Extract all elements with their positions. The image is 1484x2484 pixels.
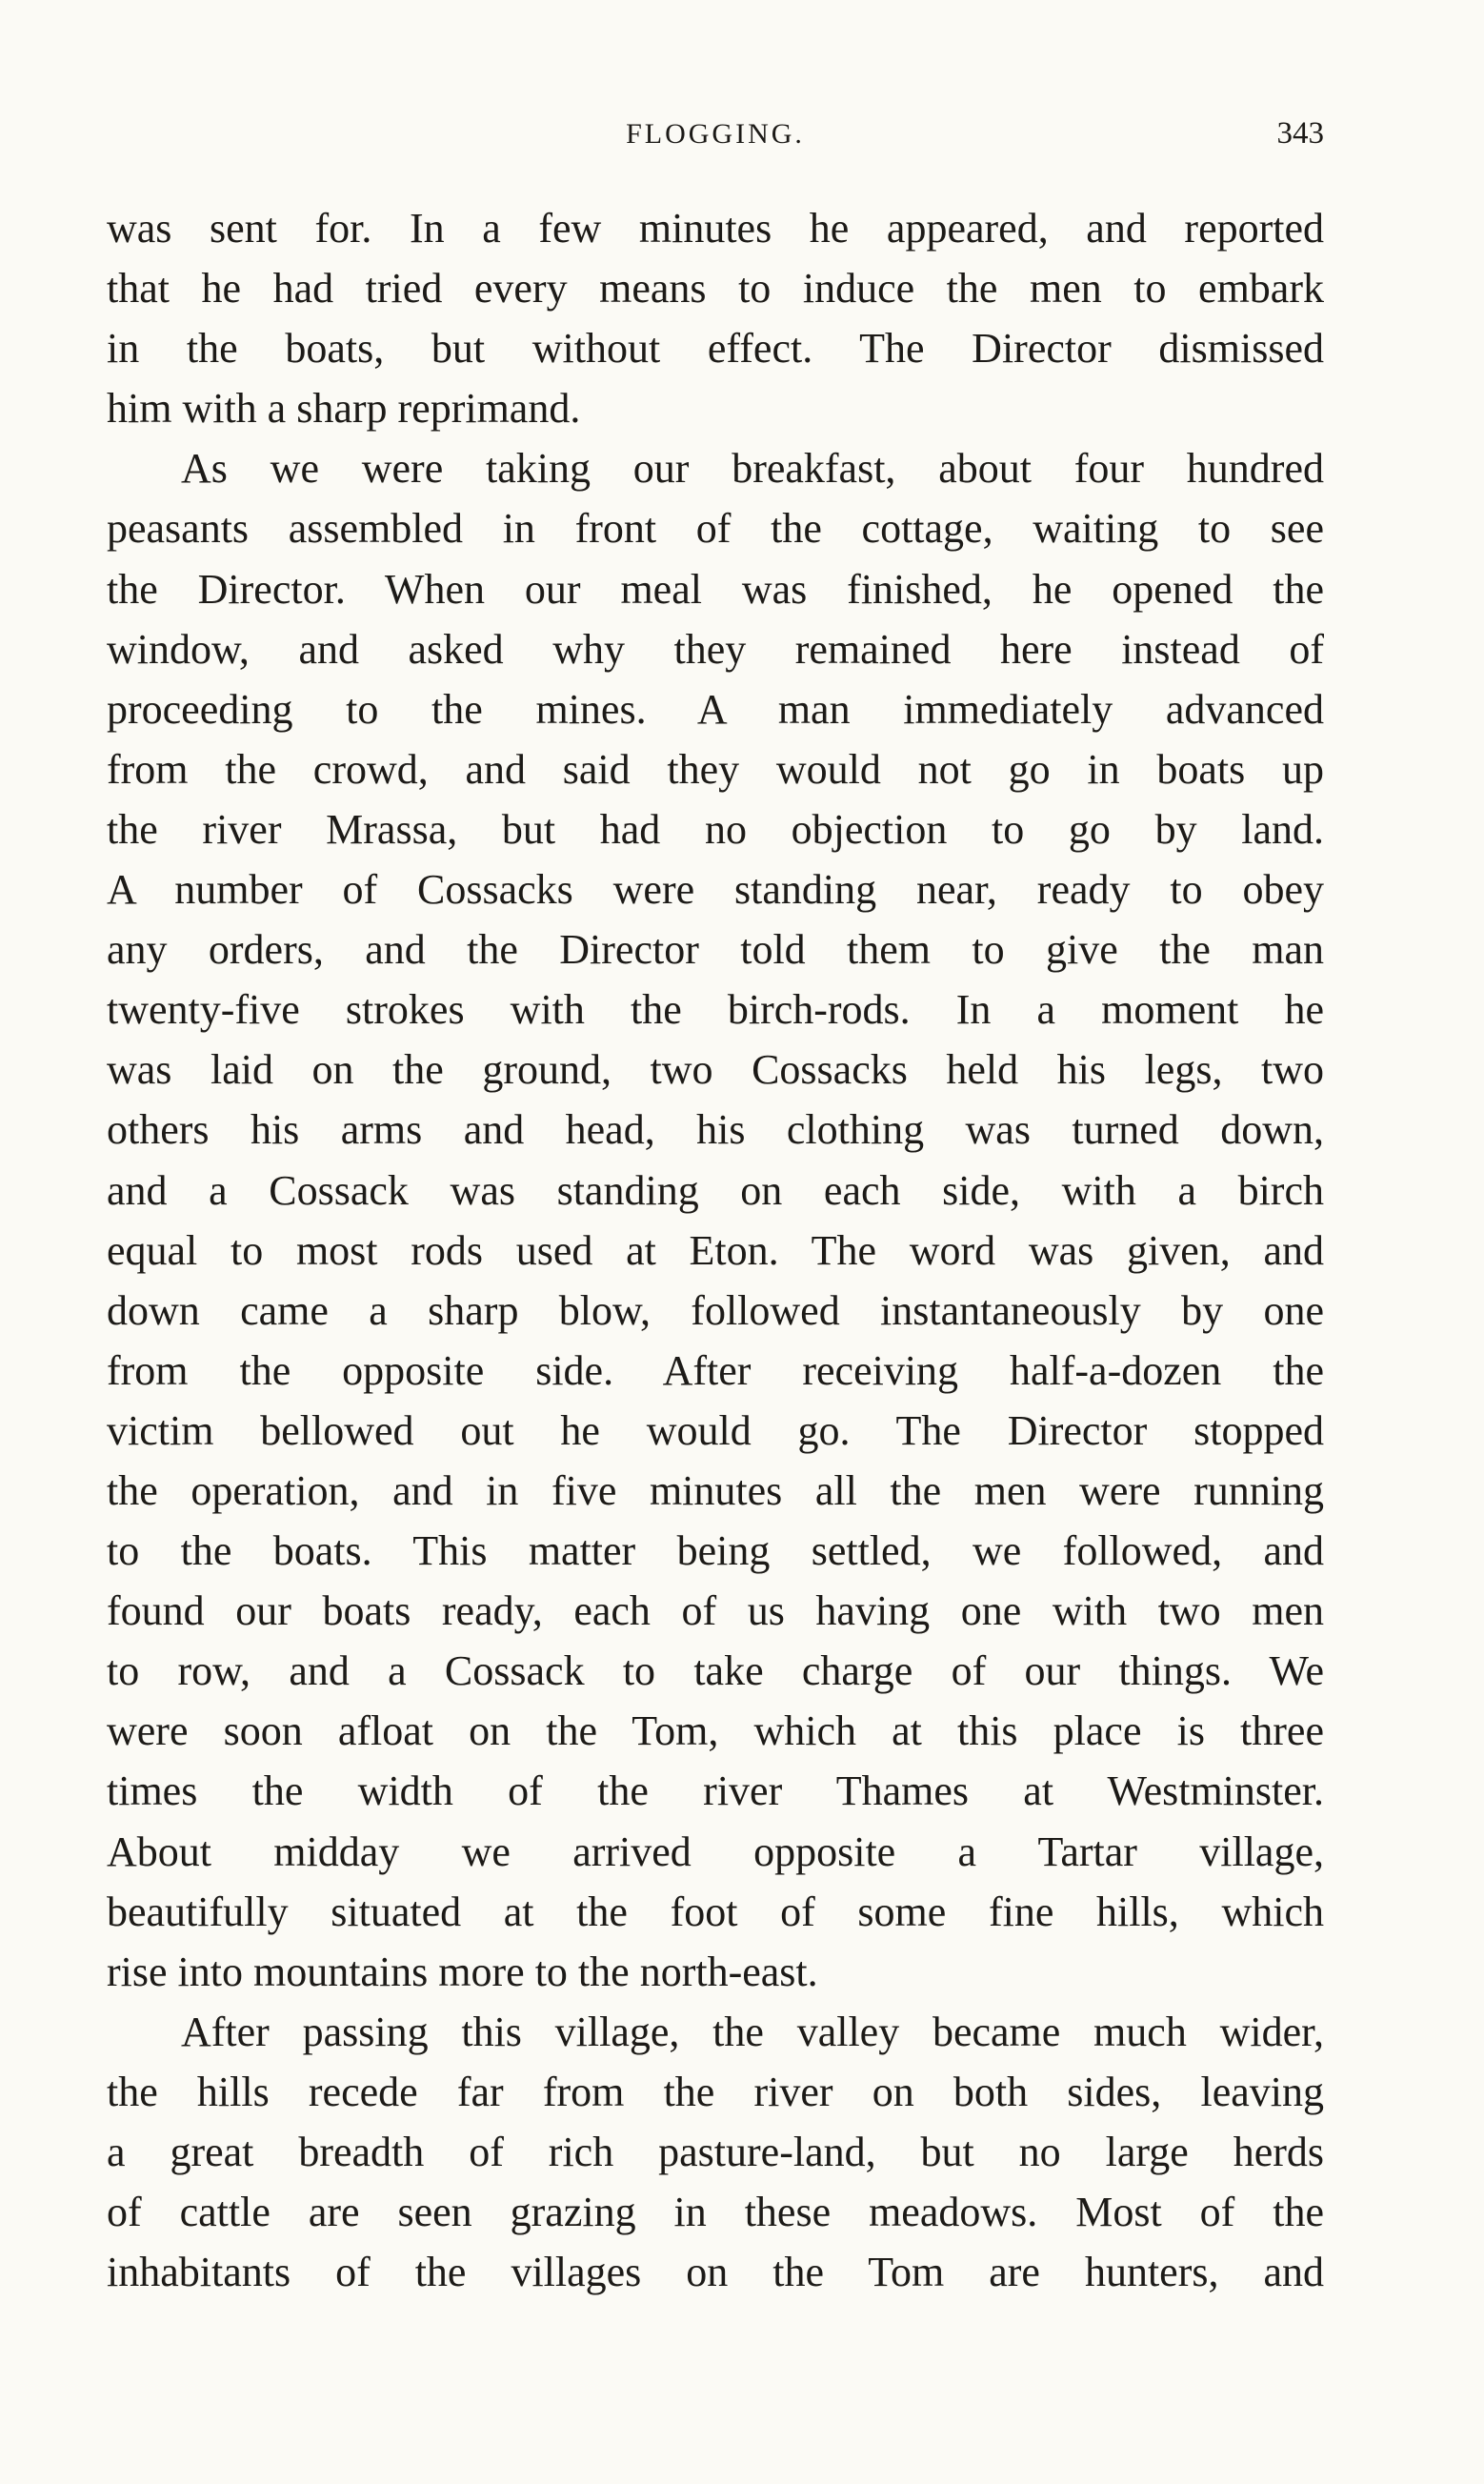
text-line: to row, and a Cossack to take charge of our things. We: [107, 1647, 1324, 1695]
text-line: any orders, and the Director told them to give the man: [107, 926, 1324, 974]
text-line: was laid on the ground, two Cossacks held his legs, two: [107, 1046, 1324, 1094]
text-line: After passing this village, the valley became much wider,: [181, 2008, 1324, 2055]
text-line: found our boats ready, each of us having one with two men: [107, 1587, 1324, 1635]
text-line: inhabitants of the villages on the Tom are hunters, and: [107, 2249, 1324, 2296]
text-line: the hills recede far from the river on both sides, leaving: [107, 2068, 1324, 2115]
text-line: in the boats, but without effect. The Director dismissed: [107, 325, 1324, 373]
text-line: down came a sharp blow, followed instantaneously by one: [107, 1286, 1324, 1334]
running-head: [107, 114, 1324, 162]
text-line: A number of Cossacks were standing near, ready to obey: [107, 866, 1324, 914]
text-line: were soon afloat on the Tom, which at this place is three: [107, 1707, 1324, 1755]
text-line: of cattle are seen grazing in these meadows. Most of the: [107, 2189, 1324, 2236]
text-line: beautifully situated at the foot of some fine hills, which: [107, 1888, 1324, 1935]
text-line: the operation, and in five minutes all the men were running: [107, 1466, 1324, 1514]
text-line: him with a sharp reprimand.: [107, 385, 581, 433]
text-line: victim bellowed out he would go. The Director stopped: [107, 1406, 1324, 1454]
text-line: from the crowd, and said they would not go in boats up: [107, 745, 1324, 793]
text-line: to the boats. This matter being settled, we followed, and: [107, 1527, 1324, 1575]
text-line: the Director. When our meal was finished, he opened the: [107, 565, 1324, 613]
text-line: equal to most rods used at Eton. The word was given, and: [107, 1226, 1324, 1274]
text-line: As we were taking our breakfast, about four hundred: [181, 445, 1324, 493]
text-line: twenty-five strokes with the birch-rods. In a moment he: [107, 986, 1324, 1034]
text-line: others his arms and head, his clothing was turned down,: [107, 1106, 1324, 1154]
text-line: the river Mrassa, but had no objection to go by land.: [107, 805, 1324, 853]
text-line: About midday we arrived opposite a Tartar village,: [107, 1828, 1324, 1875]
text-line: was sent for. In a few minutes he appeared, and reported: [107, 205, 1324, 252]
text-line: from the opposite side. After receiving half-a-dozen the: [107, 1346, 1324, 1394]
text-line: and a Cossack was standing on each side, with a birch: [107, 1166, 1324, 1214]
text-line: rise into mountains more to the north-east.: [107, 1948, 818, 1995]
text-line: times the width of the river Thames at Westminster.: [107, 1767, 1324, 1815]
text-line: a great breadth of rich pasture-land, but no large herds: [107, 2129, 1324, 2175]
text-line: window, and asked why they remained here instead of: [107, 625, 1324, 673]
page-number: 343: [1276, 116, 1324, 151]
running-title: FLOGGING.: [626, 118, 805, 150]
text-line: that he had tried every means to induce the men to embark: [107, 265, 1324, 313]
body-text: [107, 198, 1324, 2302]
text-line: peasants assembled in front of the cottage, waiting to see: [107, 505, 1324, 553]
text-line: proceeding to the mines. A man immediately advanced: [107, 685, 1324, 733]
